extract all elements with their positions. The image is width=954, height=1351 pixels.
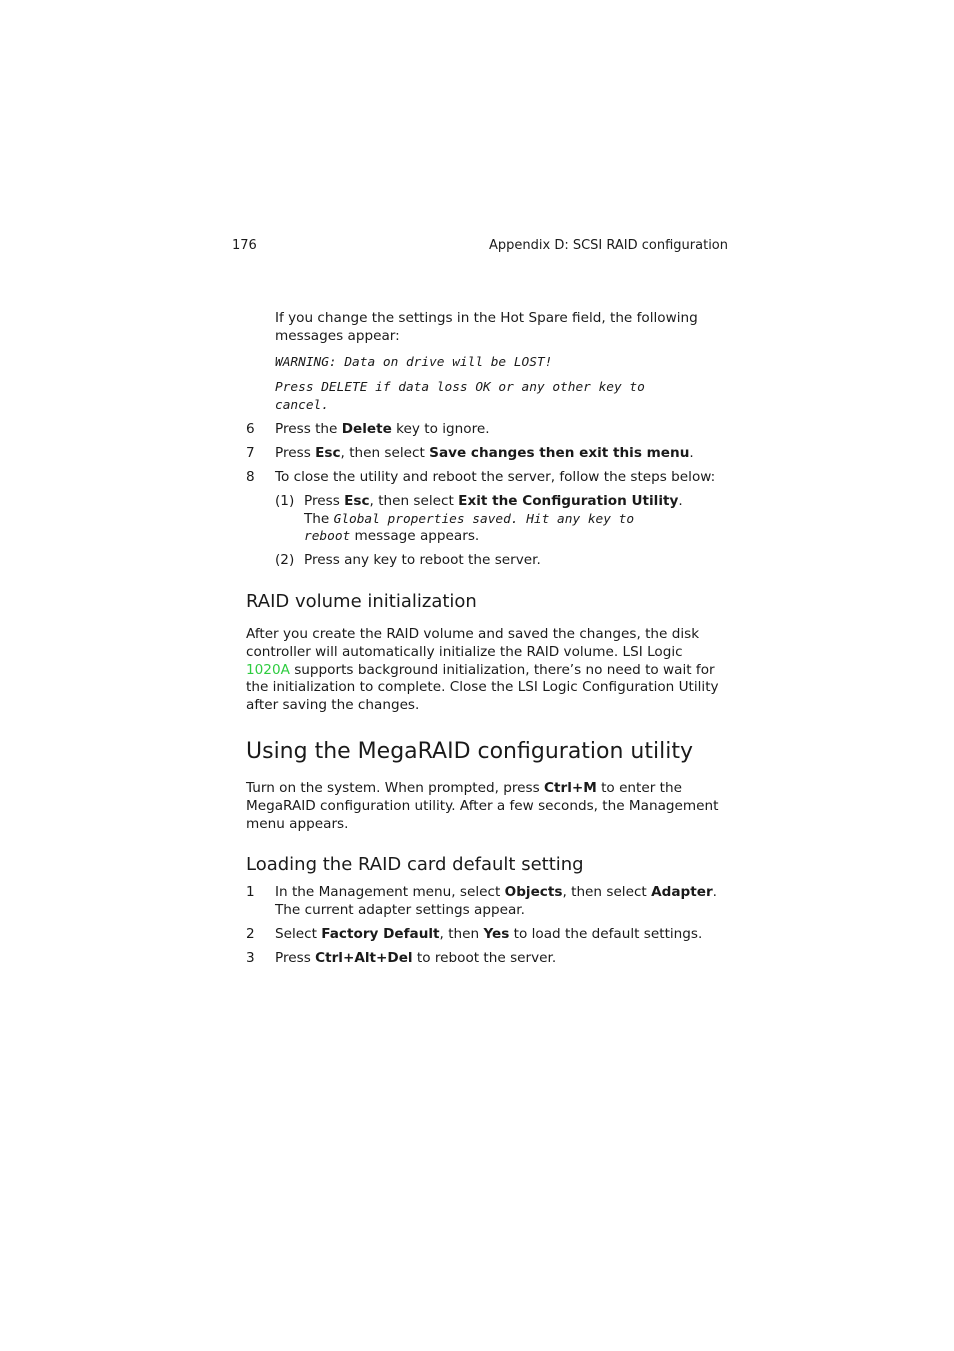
text-run: key to ignore. [391,421,490,437]
text-run: . [689,445,694,461]
step-number: 2 [246,926,255,942]
step-8-text: To close the utility and reboot the server, follow the steps below: [275,469,716,485]
text-run: Press [304,493,345,509]
paragraph-line: After you create the RAID volume and saved the changes, the disk [246,626,700,642]
load-step-1-line-2: The current adapter settings appear. [275,902,525,918]
menu-option: Factory Default [321,926,440,942]
section-heading: Loading the RAID card default setting [246,854,584,875]
paragraph-line [246,779,682,797]
text-run: Press the [275,421,342,437]
step-number: 8 [246,469,255,485]
text-run: Turn on the system. When prompted, press [246,780,545,796]
step-number: 6 [246,421,255,437]
menu-option: Yes [483,926,510,942]
code-warning: WARNING: Data on drive will be LOST! [275,355,553,370]
substep-2-text: Press any key to reboot the server. [304,552,541,568]
intro-line-2: messages appear: [275,328,400,344]
section-heading: RAID volume initialization [246,591,477,612]
code-press-delete: Press DELETE if data loss OK or any other key to [275,380,645,395]
text-run: The [304,511,334,527]
page-number: 176 [232,238,257,253]
text-run: , then select [562,884,652,900]
text-run: supports background initialization, there’s no need to wait for [289,662,715,678]
menu-option: Objects [504,884,563,900]
model-link[interactable]: 1020A [246,662,290,678]
paragraph-line: controller will automatically initialize the RAID volume. LSI Logic [246,644,683,660]
load-step-2-text [275,925,702,943]
substep-number: (2) [275,552,295,568]
text-run: Select [275,926,322,942]
text-run: to load the default settings. [509,926,703,942]
chapter-heading: Using the MegaRAID configuration utility [246,739,693,764]
step-6-text [275,420,490,438]
step-number: 3 [246,950,255,966]
menu-option: Exit the Configuration Utility [458,493,679,509]
menu-option: Adapter [651,884,713,900]
text-run: , then [439,926,484,942]
key-ctrl-alt-del: Ctrl+Alt+Del [315,950,413,966]
key-esc: Esc [344,493,370,509]
load-step-1-text [275,883,717,901]
intro-line-1: If you change the settings in the Hot Spare field, the following [275,310,698,326]
text-run: . [678,493,683,509]
paragraph-line: MegaRAID configuration utility. After a few seconds, the Management [246,798,719,814]
text-run: , then select [369,493,459,509]
text-run: Press [275,445,316,461]
text-run: Press [275,950,316,966]
paragraph-line: menu appears. [246,816,349,832]
key-esc: Esc [315,445,341,461]
code-run: reboot [304,529,351,544]
step-number: 1 [246,884,255,900]
text-run: to enter the [596,780,682,796]
text-run: message appears. [350,528,480,544]
substep-1-line-3 [304,527,479,546]
text-run: . [712,884,717,900]
substep-1-text [304,492,683,510]
text-run: In the Management menu, select [275,884,505,900]
key-delete: Delete [341,421,392,437]
key-ctrl-m: Ctrl+M [544,780,597,796]
step-7-text [275,444,694,462]
text-run: to reboot the server. [412,950,557,966]
paragraph-line [246,661,715,679]
load-step-3-text [275,949,556,967]
substep-number: (1) [275,493,295,509]
step-number: 7 [246,445,255,461]
code-cancel: cancel. [275,398,329,413]
running-title: Appendix D: SCSI RAID configuration [489,238,729,253]
paragraph-line: the initialization to complete. Close the LSI Logic Configuration Utility [246,679,719,695]
code-run: Global properties saved. Hit any key to [333,512,635,527]
text-run: , then select [340,445,430,461]
menu-option: Save changes then exit this menu [429,445,690,461]
paragraph-line: after saving the changes. [246,697,420,713]
